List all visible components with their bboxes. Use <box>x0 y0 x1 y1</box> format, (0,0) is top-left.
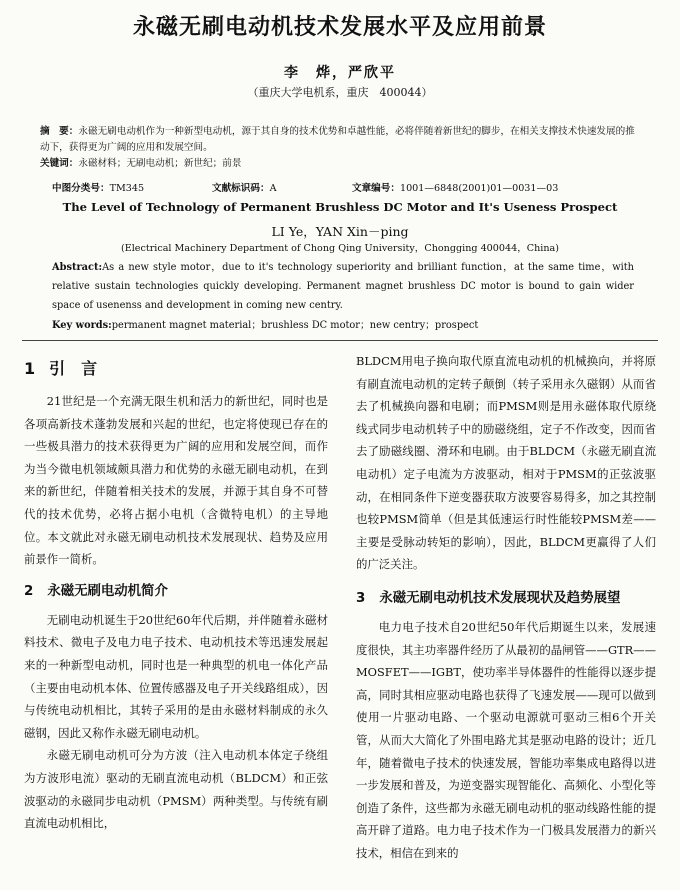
section-2-title: 永磁无刷电动机简介 <box>47 583 168 599</box>
english-keywords <box>52 317 652 331</box>
divider-rule <box>22 340 658 341</box>
chinese-abstract-block <box>40 124 640 172</box>
english-keywords-label: Key words: <box>52 320 112 331</box>
section-1-heading <box>24 358 328 380</box>
classification-line <box>52 180 652 194</box>
doc-code-label: 文献标识码： <box>212 183 270 194</box>
section-2-continuation: BLDCM用电子换向取代原直流电动机的机械换向，并将原有刷直流电动机的定转子颠倒（转子采用永久磁钢）从而省去了机械换向器和电刷；而PMSM则是用永磁体取代原绕线式同步电动机转子中的励磁绕组，定子不作改变，因而省去了励磁线圈、滑环和电刷。由于BLDCM（永磁无刷直流电动机）定子电流为方波驱动，相对于PMSM的正弦波驱动，在相同条件下逆变器获取方波要容易得多，加之其控制也较PMSM简单（但是其低速运行时性能较PMSM差——主要是受脉动转矩的影响），因此，BLDCM更赢得了人们的广泛关注。 <box>356 354 656 572</box>
english-abstract-label: Abstract: <box>52 262 103 273</box>
chinese-keywords <box>40 156 640 172</box>
section-1-paragraph: 21世纪是一个充满无限生机和活力的新世纪，同时也是各项高新技术蓬勃发展和兴起的世纪，也定将使现已存在的一些极具潜力的技术获得更为广阔的应用和发展空间，而作为当今微电机领域颇具潜力和优势的永磁无刷电动机，在到来的新世纪，伴随着相关技术的发展，并源于其自身不可替代的技术优势，必将占据小电机（含微特电机）的主导地位。本文就此对永磁无刷电动机技术发展现状、趋势及应用前景作一简析。 <box>24 394 328 567</box>
doc-code-value: A <box>269 183 277 194</box>
affiliation: （重庆大学电机系，重庆 400044） <box>247 86 433 99</box>
section-3-number: 3 <box>356 590 366 606</box>
section-2-heading <box>24 581 328 603</box>
english-affiliation: (Electrical Machinery Department of Chong Qing University，Chongging 400044，China) <box>120 243 560 254</box>
keywords-text: 永磁材料；无刷电动机；新世纪；前景 <box>78 158 242 169</box>
section-3-heading <box>356 588 656 610</box>
section-2-number: 2 <box>24 583 34 599</box>
section-3-paragraph: 电力电子技术自20世纪50年代后期诞生以来，发展速度很快，其主功率器件经历了从最初的晶闸管——GTR——MOSFET——IGBT，使功率半导体器件的性能得以逐步提高，同时其相应驱动电路也获得了飞速发展——现可以做到使用一片驱动电路、一个驱动电源就可驱动三相6个开关管，从而大大简化了外围电路尤其是驱动电路的设计；近几年，随着微电子技术的快速发展，智能功率集成电路得以进一步发展和普及，为逆变器实现智能化、高频化、小型化等创造了条件，这些都为永磁无刷电动机的驱动线路性能的提高开辟了道路。电力电子技术作为一门极具发展潜力的新兴技术，相信在到来的 <box>356 619 656 860</box>
abstract-label: 摘 要： <box>40 126 79 137</box>
keywords-label: 关键词： <box>40 158 79 169</box>
paper-title: 永磁无刷电动机技术发展水平及应用前景 <box>132 15 547 40</box>
clc-label: 中图分类号： <box>52 183 110 194</box>
section-2-paragraph-2: 永磁无刷电动机可分为方波（注入电动机本体定子绕组为方波形电流）驱动的无刷直流电动机（BLDCM）和正弦波驱动的永磁同步电动机（PMSM）两种类型。与传统有刷直流电动机相比， <box>24 748 328 831</box>
chinese-abstract <box>40 124 640 156</box>
section-1-title: 引 言 <box>49 359 98 378</box>
english-keywords-text: permanent magnet material；brushless DC motor；new centry；prospect <box>111 320 479 331</box>
english-abstract <box>52 258 634 315</box>
section-3-title: 永磁无刷电动机技术发展现状及趋势展望 <box>379 590 621 606</box>
english-authors: LI Ye，YAN Xin－ping <box>271 224 409 239</box>
authors: 李 烨，严欣平 <box>284 65 396 81</box>
abstract-text: 永磁无刷电动机作为一种新型电动机，源于其自身的技术优势和卓越性能，必将伴随着新世纪的脚步，在相关支撑技术快速发展的推动下，获得更为广阔的应用和发展空间。 <box>40 126 635 153</box>
english-title: The Level of Technology of Permanent Brushless DC Motor and It's Useness Prospect <box>62 200 618 214</box>
english-abstract-text: As a new style motor，due to it's technology superiority and brilliant function，at the same time，with relative sustain technologies quickly developing. Permanent magnet brushless DC motor is bound to gain wider space of usenenss and development in coming new centry. <box>52 262 634 311</box>
section-2-paragraph-1: 无刷电动机诞生于20世纪60年代后期，并伴随着永磁材料技术、微电子及电力电子技术、电动机技术等迅速发展起来的一种新型电动机，同时也是一种典型的机电一体化产品（主要由电动机本体、位置传感器及电子开关线路组成），因与传统电动机相比，其转子采用的是由永磁材料制成的永久磁钢，因此又称作永磁无刷电动机。 <box>24 612 328 740</box>
article-no-label: 文章编号： <box>352 183 400 194</box>
section-1-number: 1 <box>24 359 36 378</box>
clc-value: TM345 <box>109 183 145 194</box>
left-column <box>24 350 328 835</box>
right-column <box>356 350 656 864</box>
article-no-value: 1001—6848(2001)01—0031—03 <box>399 183 559 194</box>
